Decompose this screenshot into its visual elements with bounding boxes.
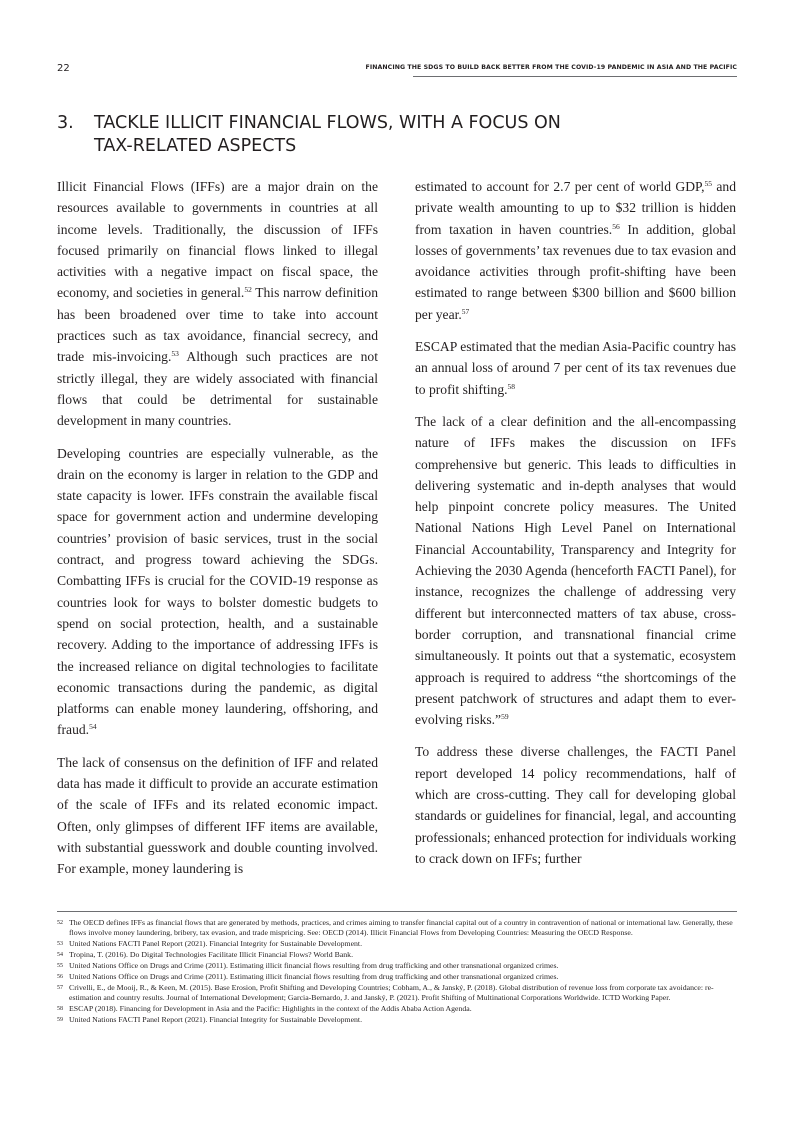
footnote-ref[interactable]: 52 <box>244 285 252 295</box>
footnote-ref[interactable]: 55 <box>704 179 712 188</box>
footnote-number: 55 <box>57 962 63 969</box>
footnote-text: The OECD defines IFFs as financial flows that are generated by methods, practices, and crimes aiming to transfer financial capital out of a country in contravention of national or international law. Generally, these flows involve money laundering, bribery, tax evasion, and trade mispricing. See: OECD (2014). Illicit Financial Flows from Developing Countries: Measuring the OECD Response. <box>69 918 733 938</box>
footnote <box>57 1015 737 1025</box>
paragraph: Illicit Financial Flows (IFFs) are a major drain on the resources available to governments in countries at all income levels. Traditionally, the discussion of IFFs focused primarily on financial flows linked to illegal activities with a negative impact on fiscal space, the economy, and societies in general.$^{52}$ This narrow definition has been broadened over time to take into account practices such as tax avoidance, financial secrecy, and trade mis-invoicing.$^{53}$ Although such practices are not strictly illegal, they are widely associated with financial flows that could be detrimental for sustainable development in many countries. <box>57 179 379 429</box>
paragraph: The lack of a clear definition and the all-encompassing nature of IFFs makes the discussion on IFFs comprehensive but generic. This leads to difficulties in delivering systematic and in-depth analyses that would help pinpoint concrete policy measures. The United National Nations High Level Panel on International Financial Accountability, Transparency and Integrity for Achieving the 2030 Agenda (henceforth FACTI Panel), for instance, recognizes the challenge of addressing very different but interconnected matters of tax abuse, cross-border corruption, and transnational financial crime simultaneously. It points out that a systematic, ecosystem approach is required to address “the shortcomings of the present patchwork of structures and adapt them to ever-evolving risks.”$^{59}$ <box>415 413 736 728</box>
header-divider <box>413 76 737 77</box>
footnote-number: 54 <box>57 952 63 959</box>
right-column <box>415 176 736 880</box>
page-number: 22 <box>57 63 70 74</box>
footnotes <box>57 918 737 1026</box>
paragraph: To address these diverse challenges, the FACTI Panel report developed 14 policy recommendations, half of which are cross-cutting. They call for developing global standards or guidelines for financial, legal, and accounting professionals; enhanced protection for individuals working to crack down on IFFs; further <box>415 744 736 866</box>
footnote <box>57 972 737 982</box>
running-header: FINANCING THE SDGS TO BUILD BACK BETTER FROM THE COVID-19 PANDEMIC IN ASIA AND THE PACIFIC <box>365 64 737 71</box>
footnote-ref[interactable]: 57 <box>461 306 470 316</box>
footnote-number: 56 <box>57 973 63 980</box>
section-title <box>57 112 617 158</box>
footnote-ref[interactable]: 56 <box>612 221 620 231</box>
footnote <box>57 983 737 1004</box>
footnote <box>57 961 737 971</box>
footnote-number: 58 <box>57 1005 63 1012</box>
paragraph: ESCAP estimated that the median Asia-Pacific country has an annual loss of around 7 per cent of its tax revenues due to profit shifting.$^{58}$ <box>415 339 736 397</box>
footnote-number: 57 <box>57 984 63 991</box>
footnote-text: United Nations FACTI Panel Report (2021). Financial Integrity for Sustainable Development. <box>69 939 363 949</box>
footnote <box>57 918 737 939</box>
footnote <box>57 1004 737 1014</box>
footnote-number: 59 <box>57 1016 63 1023</box>
footnote-text: Tropina, T. (2016). Do Digital Technologies Facilitate Illicit Financial Flows? World Bank. <box>69 950 354 960</box>
paragraph: estimated to account for 2.7 per cent of world GDP,$^{55}$ and private wealth amounting to up to $32 trillion is hidden from taxation in haven countries.$^{56}$ In addition, global losses of governments’ tax revenues due to tax evasion and avoidance activities through profit-shifting have been estimated to range between $300 billion and $600 billion per year.$^{57}$ <box>415 179 737 322</box>
footnote-ref[interactable]: 53 <box>171 349 179 359</box>
footnote-text: United Nations FACTI Panel Report (2021). Financial Integrity for Sustainable Development. <box>69 1014 363 1024</box>
footnote <box>57 939 737 949</box>
footnote <box>57 950 737 960</box>
footnote-ref[interactable]: 54 <box>89 722 97 732</box>
left-column <box>57 176 378 891</box>
paragraph: The lack of consensus on the definition of IFF and related data has made it difficult to provide an accurate estimation of the scale of IFFs and its related economic impact. Often, only glimpses of different IFF items are available, with substantial guesswork and double counting involved. For example, money laundering is <box>57 754 378 877</box>
footnote-number: 53 <box>57 941 63 948</box>
footnote-ref[interactable]: 59 <box>501 712 509 722</box>
footnote-text: United Nations Office on Drugs and Crime (2011). Estimating illicit financial flows resulting from drug trafficking and other transnational organized crimes. <box>69 971 559 981</box>
section-title-line-1: TACKLE ILLICIT FINANCIAL FLOWS, WITH A FOCUS ON <box>94 113 561 133</box>
footnote-number: 52 <box>57 920 63 926</box>
footnote-text: United Nations Office on Drugs and Crime (2011). Estimating illicit financial flows resulting from drug trafficking and other transnational organized crimes. <box>69 960 559 970</box>
footnote-text: Crivelli, E., de Mooij, R., & Keen, M. (2015). Base Erosion, Profit Shifting and Developing Countries; Cobham, A., & Janský, P. (2018). Global distribution of revenue loss from corporate tax avoidance: re-estimation and country results. Journal of International Development; Garcia-Bernardo, J. and Janský, P. (2021). Profit Shifting of Multinational Corporations Worldwide. ICTD Working Paper. <box>69 982 714 1003</box>
footnote-text: ESCAP (2018). Financing for Development in Asia and the Pacific: Highlights in the context of the Addis Ababa Action Agenda. <box>69 1003 472 1013</box>
footnote-divider <box>57 911 737 912</box>
section-number: 3. <box>57 113 74 133</box>
section-title-line-2: TAX-RELATED ASPECTS <box>94 136 297 156</box>
footnote-ref[interactable]: 58 <box>507 381 516 391</box>
paragraph: Developing countries are especially vulnerable, as the drain on the economy is larger in relation to the GDP and state capacity is lower. IFFs constrain the available fiscal space for government action and undermine developing countries’ provision of basic services, trust in the social contract, and progress toward achieving the SDGs. Combatting IFFs is crucial for the COVID-19 response as countries look for ways to bolster domestic budgets to spend on social protection, health, and a sustainable recovery. Adding to the importance of addressing IFFs is the increased reliance on digital technologies to facilitate economic transactions during the pandemic, as digital platforms can enable money laundering, offshoring, and fraud.$^{54}$ <box>57 445 378 738</box>
